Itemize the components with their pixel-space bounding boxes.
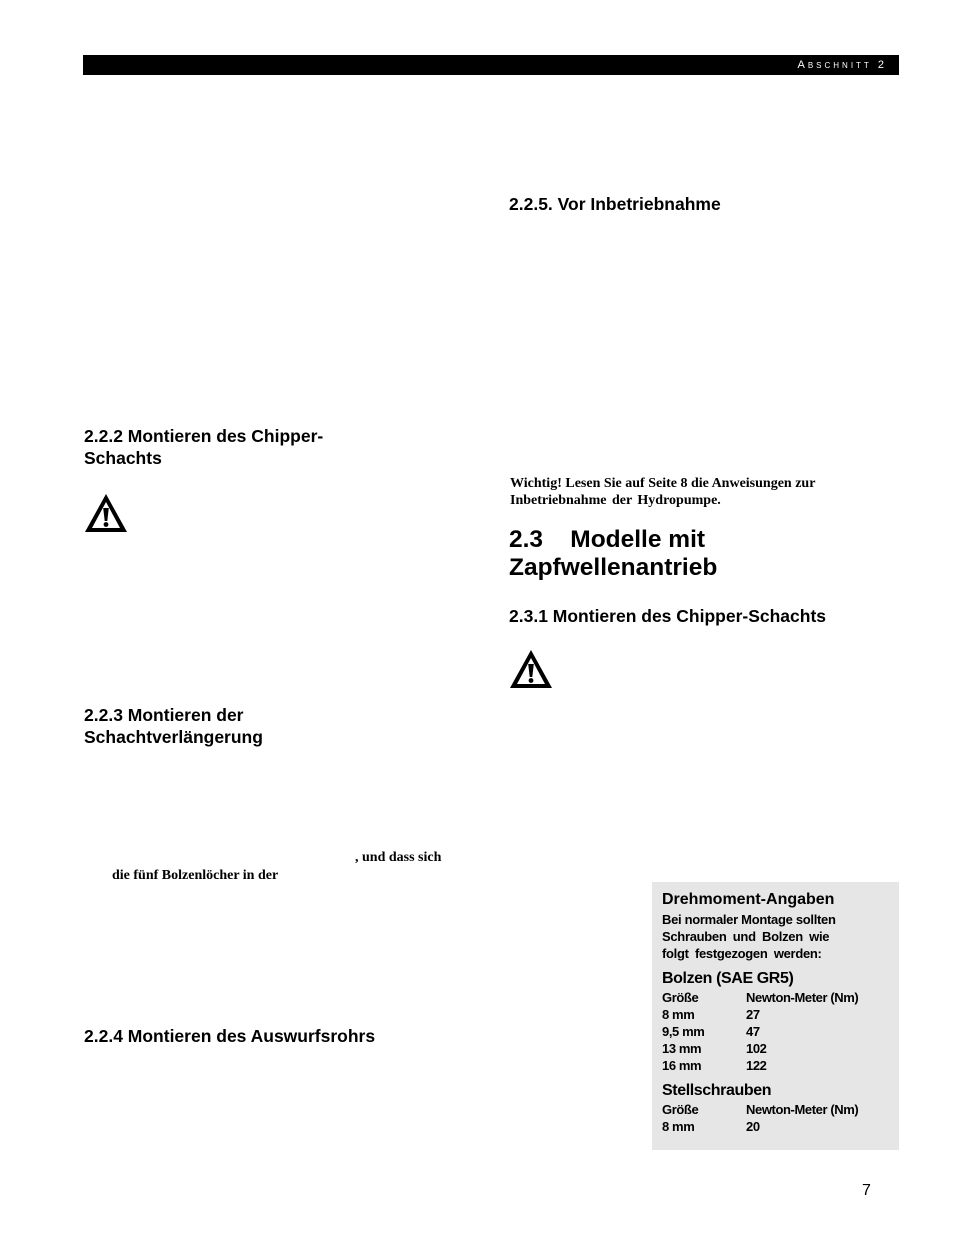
important-note <box>510 475 815 509</box>
bolt-torque: 102 <box>746 1041 767 1056</box>
bolt-torque: 122 <box>746 1058 767 1073</box>
setscrews-col-torque: Newton-Meter (Nm) <box>746 1102 859 1117</box>
heading-2-3-line2: Zapfwellenantrieb <box>509 554 718 581</box>
heading-2-2-3-line1: 2.2.3 Montieren der <box>84 705 244 725</box>
section-header-bar <box>83 55 899 75</box>
heading-2-3-line1: 2.3 Modelle mit <box>509 526 706 553</box>
bolts-col-size: Größe <box>662 990 699 1005</box>
heading-2-2-5: 2.2.5. Vor Inbetriebnahme <box>509 194 721 214</box>
bolt-size: 8 mm <box>662 1007 695 1022</box>
torque-box-intro <box>662 911 889 962</box>
torque-box-title: Drehmoment-Angaben <box>662 891 835 908</box>
heading-2-3-1: 2.3.1 Montieren des Chipper-Schachts <box>509 606 827 626</box>
torque-intro-line: Bei normaler Montage sollten <box>662 912 836 927</box>
important-note-line1: Wichtig! Lesen Sie auf Seite 8 die Anweisungen zur <box>510 476 816 491</box>
setscrews-col-size: Größe <box>662 1102 699 1117</box>
torque-intro-line: Schrauben und Bolzen wie <box>662 929 830 944</box>
heading-2-2-2 <box>84 425 464 469</box>
bolt-size: 13 mm <box>662 1041 702 1056</box>
bolt-text-fragment-a: , und dass sich <box>355 850 442 865</box>
bolts-header-row <box>662 989 889 1006</box>
setscrew-size: 8 mm <box>662 1119 695 1134</box>
section-label: Abschnitt 2 <box>797 59 887 71</box>
bolts-col-torque: Newton-Meter (Nm) <box>746 990 859 1005</box>
heading-2-2-2-line1: 2.2.2 Montieren des Chipper- <box>84 426 324 446</box>
torque-spec-box <box>652 882 899 1150</box>
setscrews-heading: Stellschrauben <box>662 1082 772 1099</box>
bolts-heading: Bolzen (SAE GR5) <box>662 970 794 987</box>
table-row <box>662 1023 889 1040</box>
table-row <box>662 1057 889 1074</box>
important-note-line2: Inbetriebnahme der Hydropumpe. <box>510 493 721 508</box>
table-row <box>662 1040 889 1057</box>
setscrews-header-row <box>662 1101 889 1118</box>
bolt-torque: 27 <box>746 1007 760 1022</box>
heading-2-2-3-line2: Schachtverlängerung <box>84 727 263 747</box>
bolt-torque: 47 <box>746 1024 760 1039</box>
torque-intro-line: folgt festgezogen werden: <box>662 946 822 961</box>
heading-2-2-4: 2.2.4 Montieren des Auswurfsrohrs <box>84 1026 376 1046</box>
table-row <box>662 1006 889 1023</box>
warning-triangle-icon <box>509 649 553 689</box>
page-number: 7 <box>862 1182 871 1199</box>
warning-triangle-icon <box>84 493 128 533</box>
table-row <box>662 1118 889 1135</box>
bolt-size: 9,5 mm <box>662 1024 705 1039</box>
heading-2-3 <box>509 526 899 582</box>
heading-2-2-2-line2: Schachts <box>84 448 162 468</box>
heading-2-2-3 <box>84 704 464 748</box>
bolt-text-fragment-b: die fünf Bolzenlöcher in der <box>112 868 279 883</box>
setscrew-torque: 20 <box>746 1119 760 1134</box>
bolt-size: 16 mm <box>662 1058 702 1073</box>
